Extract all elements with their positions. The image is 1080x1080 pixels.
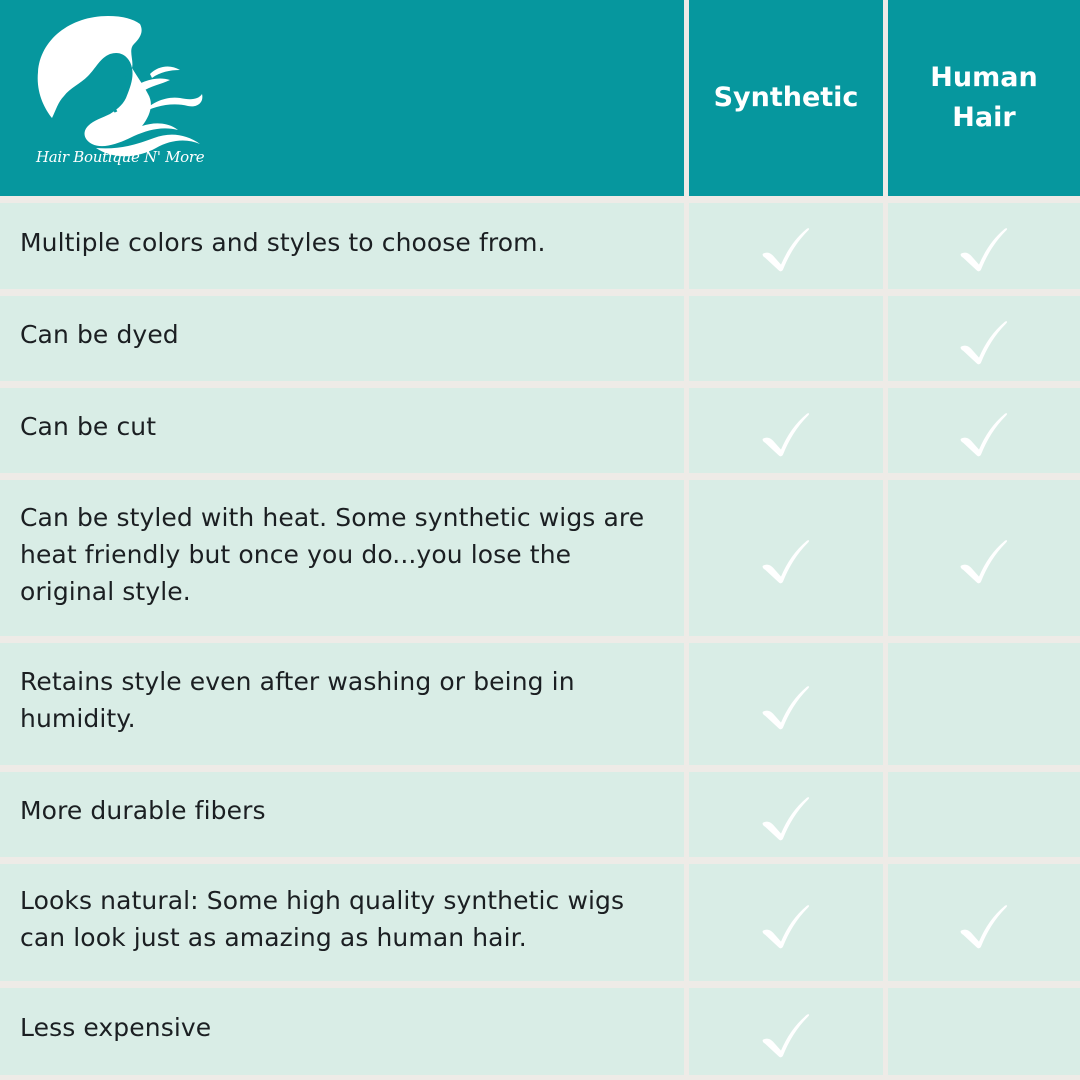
feature-row-label <box>0 643 684 765</box>
check-icon <box>959 319 1009 365</box>
feature-row-label <box>0 988 684 1075</box>
check-icon <box>761 411 811 457</box>
feature-text: Can be dyed <box>20 320 179 349</box>
brand-name: Hair Boutique N' More <box>36 148 205 166</box>
synthetic-column-title: Synthetic <box>713 82 859 113</box>
human-hair-title-line2: Hair <box>952 102 1016 133</box>
feature-row-label <box>0 772 684 857</box>
check-icon <box>761 227 811 273</box>
feature-text: Can be styled with heat. Some synthetic wigs are heat friendly but once you do...you lose the original style. <box>20 502 645 606</box>
check-icon <box>761 539 811 585</box>
feature-text: Retains style even after washing or being in humidity. <box>20 667 575 733</box>
synthetic-check-cell <box>689 864 883 981</box>
human-hair-title-line1: Human <box>930 62 1038 93</box>
check-icon <box>761 795 811 841</box>
header-human-hair-cell <box>888 0 1080 196</box>
human-hair-check-cell <box>888 480 1080 636</box>
human-hair-check-cell <box>888 203 1080 289</box>
human-hair-check-cell <box>888 988 1080 1075</box>
check-icon <box>761 903 811 949</box>
feature-row-label <box>0 480 684 636</box>
synthetic-check-cell <box>689 480 883 636</box>
feature-row-label <box>0 864 684 981</box>
feature-text: Multiple colors and styles to choose from. <box>20 227 546 257</box>
synthetic-check-cell <box>689 988 883 1075</box>
check-icon <box>761 685 811 731</box>
human-hair-column-title <box>888 58 1080 138</box>
feature-row-label <box>0 203 684 289</box>
feature-text: More durable fibers <box>20 796 266 825</box>
synthetic-check-cell <box>689 643 883 765</box>
synthetic-check-cell <box>689 296 883 381</box>
check-icon <box>959 411 1009 457</box>
human-hair-check-cell <box>888 296 1080 381</box>
synthetic-check-cell <box>689 203 883 289</box>
human-hair-check-cell <box>888 864 1080 981</box>
feature-text: Looks natural: Some high quality synthetic wigs can look just as amazing as human hair. <box>20 885 625 952</box>
feature-text: Can be cut <box>20 412 157 441</box>
human-hair-check-cell <box>888 772 1080 857</box>
header-synthetic-cell <box>689 0 883 196</box>
feature-row-label <box>0 296 684 381</box>
human-hair-check-cell <box>888 388 1080 473</box>
check-icon <box>959 539 1009 585</box>
human-hair-check-cell <box>888 643 1080 765</box>
feature-text: Less expensive <box>20 1013 212 1042</box>
check-icon <box>761 1012 811 1058</box>
check-icon <box>959 903 1009 949</box>
synthetic-check-cell <box>689 388 883 473</box>
synthetic-check-cell <box>689 772 883 857</box>
check-icon <box>959 227 1009 273</box>
feature-row-label <box>0 388 684 473</box>
header-logo-cell <box>0 0 684 196</box>
